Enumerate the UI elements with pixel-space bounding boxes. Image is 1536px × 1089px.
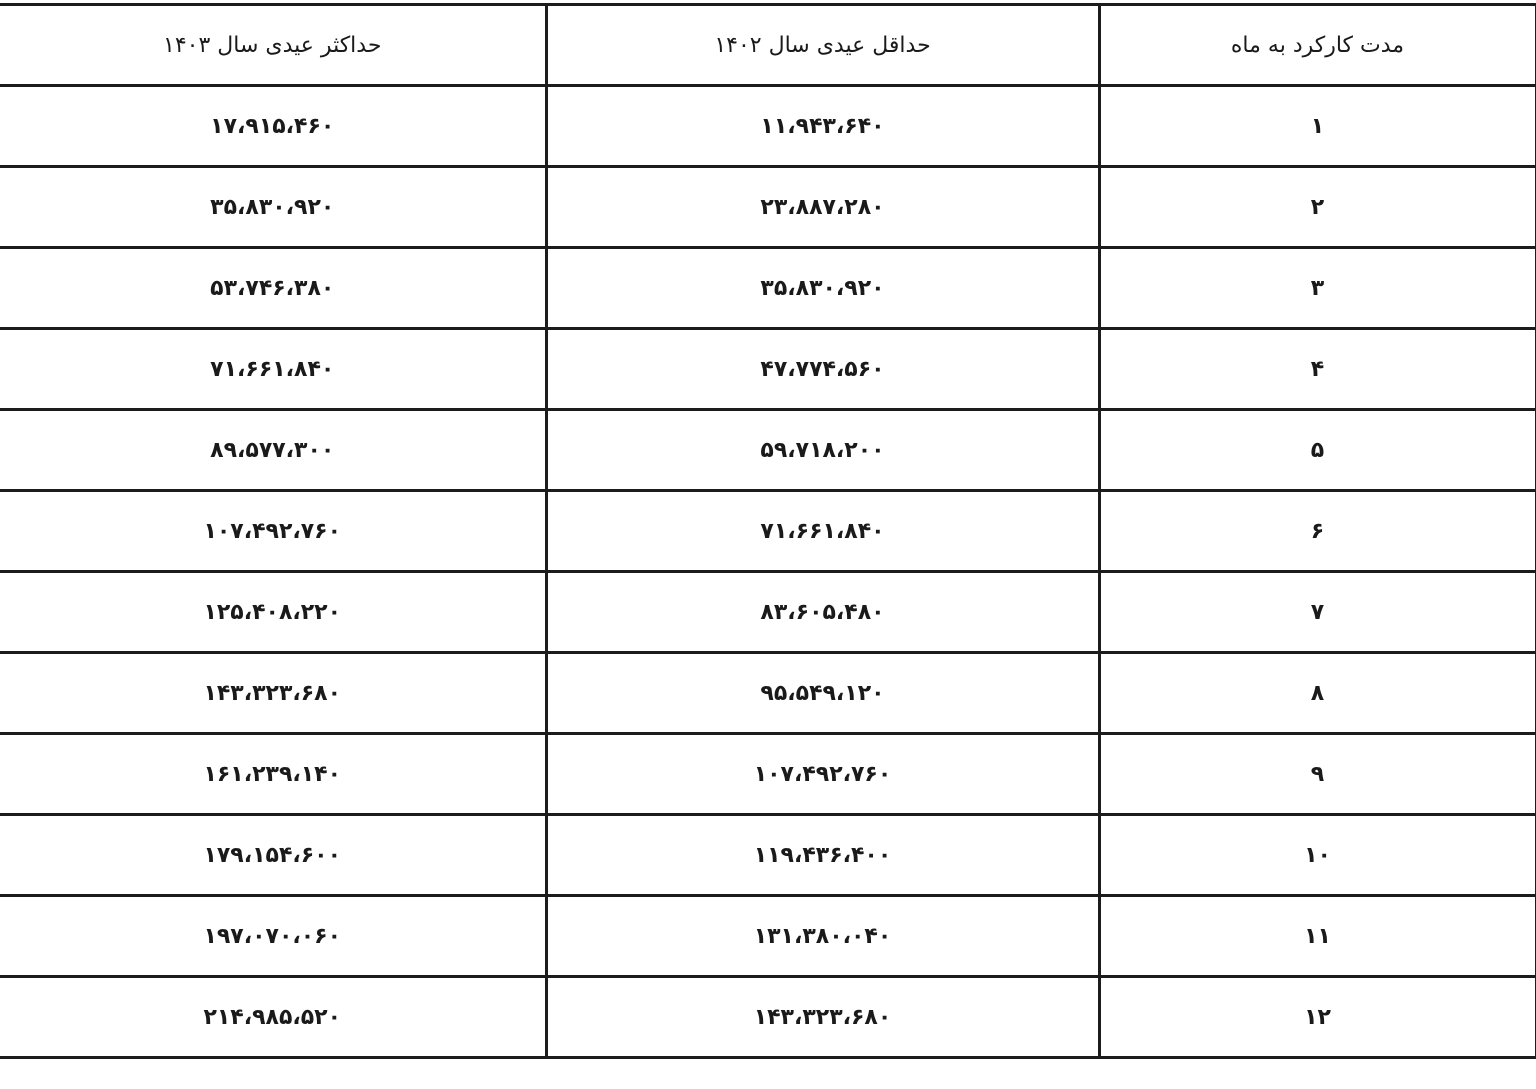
cell-max-1403: ۱۷۹،۱۵۴،۶۰۰ xyxy=(0,815,546,896)
table-header xyxy=(0,5,1536,86)
cell-min-1402: ۷۱،۶۶۱،۸۴۰ xyxy=(546,491,1099,572)
cell-months: ۷ xyxy=(1099,572,1536,653)
cell-min-1402: ۱۱۹،۴۳۶،۴۰۰ xyxy=(546,815,1099,896)
cell-min-1402: ۲۳،۸۸۷،۲۸۰ xyxy=(546,167,1099,248)
cell-months: ۳ xyxy=(1099,248,1536,329)
cell-months: ۱۲ xyxy=(1099,977,1536,1058)
table-row xyxy=(0,653,1536,734)
bonus-table xyxy=(0,3,1536,1059)
cell-months: ۴ xyxy=(1099,329,1536,410)
table-row xyxy=(0,329,1536,410)
cell-max-1403: ۸۹،۵۷۷،۳۰۰ xyxy=(0,410,546,491)
cell-months: ۸ xyxy=(1099,653,1536,734)
cell-max-1403: ۳۵،۸۳۰،۹۲۰ xyxy=(0,167,546,248)
table-row xyxy=(0,167,1536,248)
cell-min-1402: ۱۰۷،۴۹۲،۷۶۰ xyxy=(546,734,1099,815)
table-row xyxy=(0,86,1536,167)
bonus-table-container xyxy=(0,3,1536,1085)
table-row xyxy=(0,491,1536,572)
cell-months: ۵ xyxy=(1099,410,1536,491)
cell-months: ۶ xyxy=(1099,491,1536,572)
cell-months: ۱۱ xyxy=(1099,896,1536,977)
cell-min-1402: ۳۵،۸۳۰،۹۲۰ xyxy=(546,248,1099,329)
cell-min-1402: ۱۳۱،۳۸۰،۰۴۰ xyxy=(546,896,1099,977)
cell-min-1402: ۵۹،۷۱۸،۲۰۰ xyxy=(546,410,1099,491)
cell-months: ۲ xyxy=(1099,167,1536,248)
cell-max-1403: ۱۰۷،۴۹۲،۷۶۰ xyxy=(0,491,546,572)
header-row xyxy=(0,5,1536,86)
cell-max-1403: ۱۴۳،۳۲۳،۶۸۰ xyxy=(0,653,546,734)
cell-max-1403: ۲۱۴،۹۸۵،۵۲۰ xyxy=(0,977,546,1058)
cell-max-1403: ۱۲۵،۴۰۸،۲۲۰ xyxy=(0,572,546,653)
cell-max-1403: ۷۱،۶۶۱،۸۴۰ xyxy=(0,329,546,410)
table-row xyxy=(0,734,1536,815)
cell-max-1403: ۱۹۷،۰۷۰،۰۶۰ xyxy=(0,896,546,977)
table-row xyxy=(0,896,1536,977)
table-row xyxy=(0,815,1536,896)
cell-min-1402: ۹۵،۵۴۹،۱۲۰ xyxy=(546,653,1099,734)
header-months: مدت کارکرد به ماه xyxy=(1099,5,1536,86)
cell-months: ۱۰ xyxy=(1099,815,1536,896)
header-max-1403: حداکثر عیدی سال ۱۴۰۳ xyxy=(0,5,546,86)
header-min-1402: حداقل عیدی سال ۱۴۰۲ xyxy=(546,5,1099,86)
cell-max-1403: ۱۷،۹۱۵،۴۶۰ xyxy=(0,86,546,167)
table-body xyxy=(0,86,1536,1058)
table-row xyxy=(0,572,1536,653)
table-row xyxy=(0,977,1536,1058)
cell-min-1402: ۱۱،۹۴۳،۶۴۰ xyxy=(546,86,1099,167)
cell-min-1402: ۴۷،۷۷۴،۵۶۰ xyxy=(546,329,1099,410)
table-row xyxy=(0,410,1536,491)
cell-months: ۹ xyxy=(1099,734,1536,815)
cell-min-1402: ۸۳،۶۰۵،۴۸۰ xyxy=(546,572,1099,653)
table-row xyxy=(0,248,1536,329)
cell-max-1403: ۱۶۱،۲۳۹،۱۴۰ xyxy=(0,734,546,815)
cell-max-1403: ۵۳،۷۴۶،۳۸۰ xyxy=(0,248,546,329)
cell-months: ۱ xyxy=(1099,86,1536,167)
cell-min-1402: ۱۴۳،۳۲۳،۶۸۰ xyxy=(546,977,1099,1058)
